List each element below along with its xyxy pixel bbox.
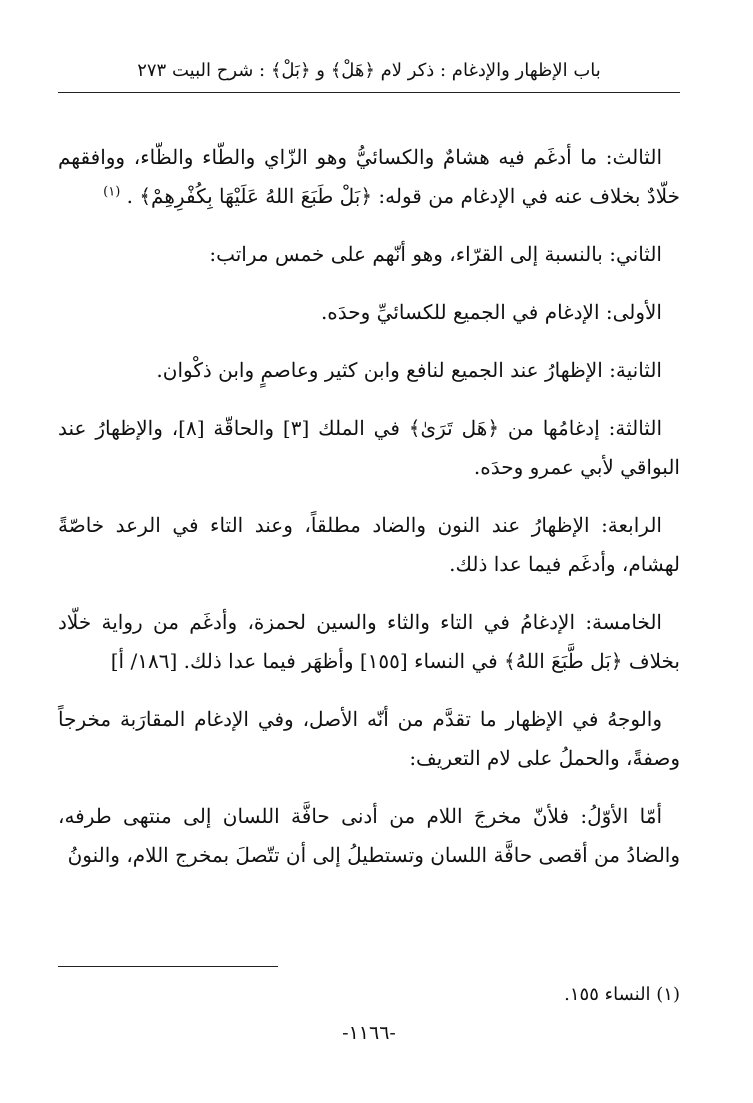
footnote: (١) النساء ١٥٥. [564, 984, 680, 1005]
header-rule [58, 92, 680, 93]
paragraph-first-reason: أمّا الأوّلُ: فلأنّ مخرجَ اللام من أدنى حافَّة اللسان إلى منتهى طرفه، والضادُ من أقصى حافَّة اللسان وتستطيلُ إلى أن تتّصلَ بمخرج اللام، والنونُ [58, 804, 680, 867]
paragraph-reasoning: والوجهُ في الإظهار ما تقدَّم من أنّه الأصل، وفي الإدغام المقارَبة مخرجاً وصفةً، والحملُ على لام التعريف: [58, 707, 680, 770]
book-page [58, 54, 680, 1074]
page-number: -١١٦٦- [342, 1022, 396, 1044]
running-header-text: باب الإظهار والإدغام : ذكر لام ﴿هَلْ﴾ و ﴿بَلْ﴾ : شرح البيت ٢٧٣ [137, 60, 601, 81]
running-header [58, 54, 680, 94]
paragraph-first-rank: الأولى: الإدغام في الجميع للكسائيِّ وحدَه. [320, 300, 662, 324]
paragraph-second-aspect: الثاني: بالنسبة إلى القرّاء، وهو أنّهم على خمس مراتب: [209, 242, 662, 266]
footnote-rule [58, 966, 278, 967]
body-text [58, 138, 680, 894]
paragraph-third-rank: الثالثة: إدغامُها من ﴿هَل تَرَىٰ﴾ في الملك [٣] والحاقّة [٨]، والإظهارُ عند البواقي لأبي عمرو وحدَه. [58, 416, 680, 479]
paragraph-fifth-rank: الخامسة: الإدغامُ في التاء والثاء والسين لحمزة، وأدغَم من رواية خلّاد بخلاف ﴿بَل طَّبَعَ اللهُ﴾ في النساء [١٥٥] وأظهَر فيما عدا ذلك. [١٨٦/ أ] [58, 610, 680, 673]
paragraph-third-category: الثالث: ما أدغَم فيه هشامٌ والكسائيُّ وهو الزّاي والطّاء والظّاء، ووافقهم خلّادٌ بخلاف عنه في الإدغام من قوله: ﴿بَلْ طَبَعَ اللهُ عَلَيْهَا بِكُفْرِهِمْ﴾ . $^{(١)}$ [58, 145, 680, 208]
footnote-reference: (١) [103, 184, 121, 200]
paragraph-fourth-rank: الرابعة: الإظهارُ عند النون والضاد مطلقاً، وعند التاء في الرعد خاصّةً لهشام، وأدغَم فيما عدا ذلك. [58, 513, 680, 576]
paragraph-second-rank: الثانية: الإظهارُ عند الجميع لنافع وابن كثير وعاصمٍ وابن ذكْوان. [156, 358, 662, 382]
